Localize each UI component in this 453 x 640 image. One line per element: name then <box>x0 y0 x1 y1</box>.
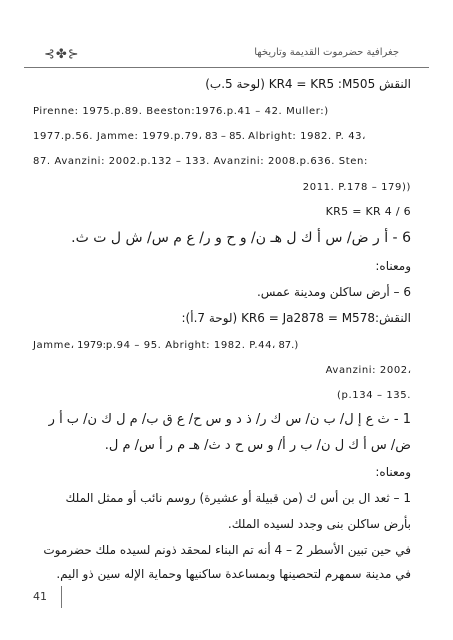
meaning-label: ومعناه: <box>375 259 411 273</box>
meaning-label: ومعناه: <box>375 465 411 479</box>
translation-line: 1 – ثعد ال بن أس ك (من قبيلة أو عشيرة) روسم نائب أو ممثل الملك <box>65 491 411 505</box>
header-rule <box>24 67 429 68</box>
translation-line: بأرض ساكلن بنى وجدد لسيده الملك. <box>227 517 411 531</box>
page-number: 41 <box>33 590 47 603</box>
page-header <box>24 43 429 71</box>
body-paragraph-line: في حين تبين الأسطر 2 – 4 أنه تم البناء لمحقد ذونم لسيده ملك حضرموت <box>43 543 411 557</box>
reference-line: Pirenne: 1975.p.89. Beeston:1976.p.41 – 42. Muller:) <box>33 106 329 117</box>
transliteration-line: 1 - ث ع إ ل/ ب ن/ س ك ر/ ذ د و س ح/ ع ق ب/ م ل ك ن/ ب أ ر <box>48 412 411 427</box>
reference-line: Jamme، 1979:p.94 – 95. Abright: 1982. P.44، 87.) <box>33 340 299 351</box>
page-number-rule <box>61 586 62 608</box>
transliteration-line: 6 - أ ر ض/ س أ ك ل هـ ن/ و ح و ر/ ع م س/ ش ل ت ث. <box>71 230 411 246</box>
reference-line: 1977.p.56. Jamme: 1979.p.79، 83 – 85. Albright: 1982. P. 43، <box>33 131 366 142</box>
header-ornament: ⊰✤⊱ <box>44 47 80 62</box>
transliteration-line: ض/ س أ ك ل ن/ ب ر أ/ و س ح د ث/ هـ م ر أ س/ م ل. <box>104 438 411 453</box>
inscription-title-kr6: النقش:KR6 = Ja2878 = M578 (لوحة 7.أ): <box>181 311 411 325</box>
reference-line: 87. Avanzini: 2002.p.132 – 133. Avanzini: 2008.p.636. Sten: <box>33 156 368 167</box>
inscription-title-kr4: النقش KR4 = KR5 :M505 (لوحة 5.ب) <box>205 77 411 91</box>
body-paragraph-line: في مدينة سمهرم لتحصينها وبمساعدة ساكنيها وحماية الإله سين ذو اليم. <box>56 567 411 581</box>
inscription-id-kr5: KR5 = KR 4 / 6 <box>325 205 411 218</box>
running-title: جغرافية حضرموت القديمة وتاريخها <box>254 47 399 58</box>
reference-line: (p.134 – 135. <box>337 390 411 401</box>
reference-line: Avanzini: 2002، <box>325 365 411 376</box>
translation-line: 6 – أرض ساكلن ومدينة عمس. <box>256 285 411 299</box>
reference-line: 2011. P.178 – 179)) <box>302 182 411 193</box>
